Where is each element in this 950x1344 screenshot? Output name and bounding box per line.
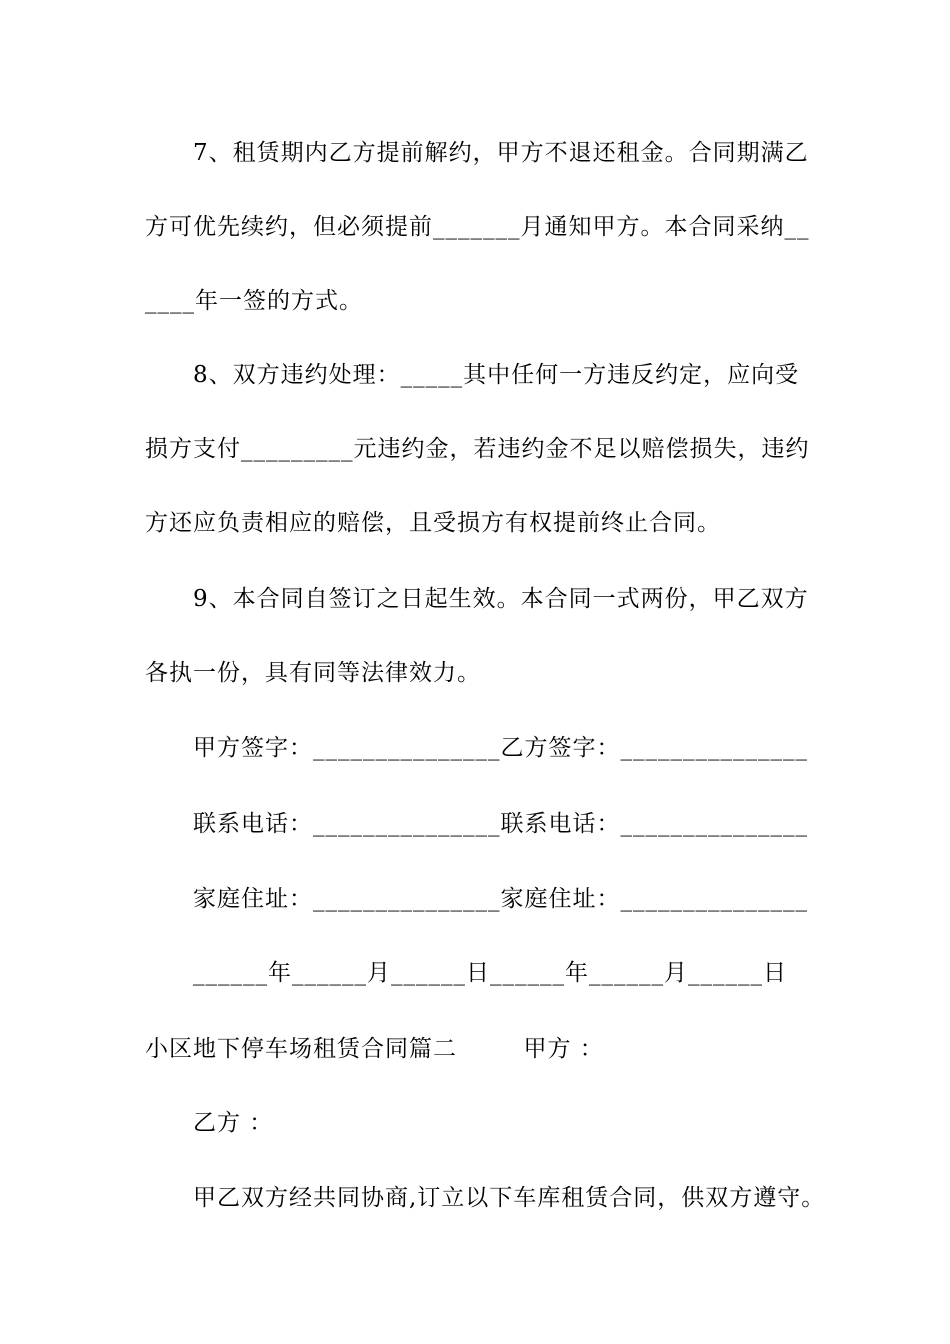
agreement-intro-line: 甲乙双方经共同协商,订立以下车库租赁合同，供双方遵守。 [193,1185,826,1211]
address-line: 家庭住址：_______________家庭住址：_______________ [193,886,808,912]
paragraph-8-line-3: 方还应负责相应的赔偿，且受损方有权提前终止合同。 [145,510,721,536]
paragraph-7-line-3: ____年一签的方式。 [145,288,363,314]
paragraph-7-line-2: 方可优先续约，但必须提前_______月通知甲方。本合同采纳__ [145,214,810,240]
date-line: ______年______月______日______年______月______日 [193,960,787,986]
phone-line: 联系电话：_______________联系电话：_______________ [193,811,808,837]
signature-line: 甲方签字：_______________乙方签字：_______________ [193,735,808,761]
paragraph-8-line-1: 8、双方违约处理：_____其中任何一方违反约定，应向受 [193,362,800,388]
section-heading-part-two: 小区地下停车场租赁合同篇二 甲方 ： [145,1036,604,1062]
paragraph-9-line-2: 各执一份，具有同等法律效力。 [145,660,481,686]
paragraph-7-line-1: 7、租赁期内乙方提前解约，甲方不退还租金。合同期满乙 [193,140,809,166]
paragraph-8-line-2: 损方支付_________元违约金，若违约金不足以赔偿损失，违约 [145,436,810,462]
party-b-line: 乙方 ： [193,1110,274,1136]
paragraph-9-line-1: 9、本合同自签订之日起生效。本合同一式两份，甲乙双方 [193,586,809,612]
